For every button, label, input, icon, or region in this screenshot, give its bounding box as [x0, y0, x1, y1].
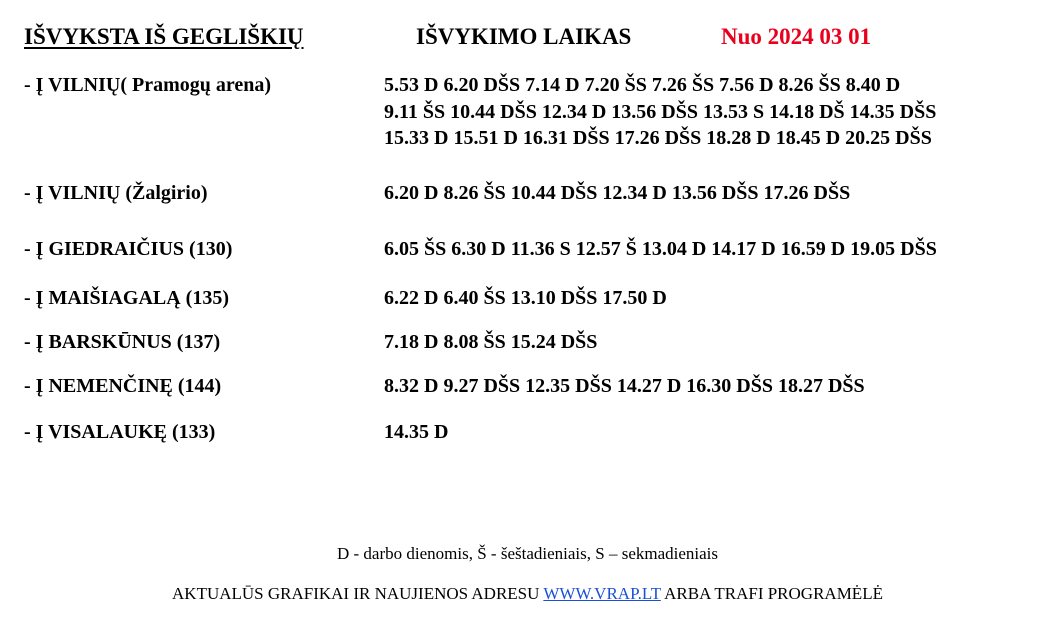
day-legend: D - darbo dienomis, Š - šeštadieniais, S – sekmadieniais — [336, 544, 719, 563]
times-line: 6.05 ŠS 6.30 D 11.36 S 12.57 Š 13.04 D 14.17 D 16.59 D 19.05 DŠS — [384, 238, 937, 260]
route-times — [384, 329, 597, 356]
times-line: 9.11 ŠS 10.44 DŠS 12.34 D 13.56 DŠS 13.53 S 14.18 DŠ 14.35 DŠS — [384, 100, 937, 123]
route-name: - Į VILNIŲ (Žalgirio) — [24, 182, 208, 204]
route-times — [384, 236, 937, 263]
news-prefix: AKTUALŪS GRAFIKAI IR NAUJIENOS ADRESU — [172, 584, 544, 603]
times-line: 7.18 D 8.08 ŠS 15.24 DŠS — [384, 331, 598, 353]
news-notice — [4, 583, 1047, 605]
times-line: 5.53 D 6.20 DŠS 7.14 D 7.20 ŠS 7.26 ŠS 7.56 D 8.26 ŠS 8.40 D — [384, 74, 901, 96]
route-name: - Į BARSKŪNUS (137) — [24, 331, 221, 353]
news-suffix: ARBA TRAFI PROGRAMĖLĖ — [660, 584, 883, 603]
times-line: 14.35 D — [384, 421, 449, 443]
route-name: - Į NEMENČINĘ (144) — [24, 375, 222, 397]
route-name: - Į MAIŠIAGALĄ (135) — [24, 287, 229, 309]
route-times — [384, 419, 448, 446]
times-line: 15.33 D 15.51 D 16.31 DŠS 17.26 DŠS 18.28 D 18.45 D 20.25 DŠS — [384, 127, 932, 149]
route-name: - Į VISALAUKĘ (133) — [24, 421, 216, 443]
vrap-link[interactable]: WWW.VRAP.LT — [543, 584, 661, 603]
times-line: 6.22 D 6.40 ŠS 13.10 DŠS 17.50 D — [384, 287, 667, 309]
route-times — [384, 285, 667, 312]
route-times — [384, 72, 936, 152]
times-line: 8.32 D 9.27 DŠS 12.35 DŠS 14.27 D 16.30 DŠS 18.27 DŠS — [384, 375, 865, 397]
departure-stop-heading: IŠVYKSTA IŠ GEGLIŠKIŲ — [24, 24, 304, 49]
route-times — [384, 180, 850, 207]
route-times — [384, 373, 865, 400]
departure-time-heading: IŠVYKIMO LAIKAS — [416, 24, 632, 49]
times-line: 6.20 D 8.26 ŠS 10.44 DŠS 12.34 D 13.56 DŠS 17.26 DŠS — [384, 182, 851, 204]
route-name: - Į VILNIŲ( Pramogų arena) — [24, 74, 272, 96]
route-name: - Į GIEDRAIČIUS (130) — [24, 238, 233, 260]
valid-from-date: Nuo 2024 03 01 — [721, 24, 872, 49]
